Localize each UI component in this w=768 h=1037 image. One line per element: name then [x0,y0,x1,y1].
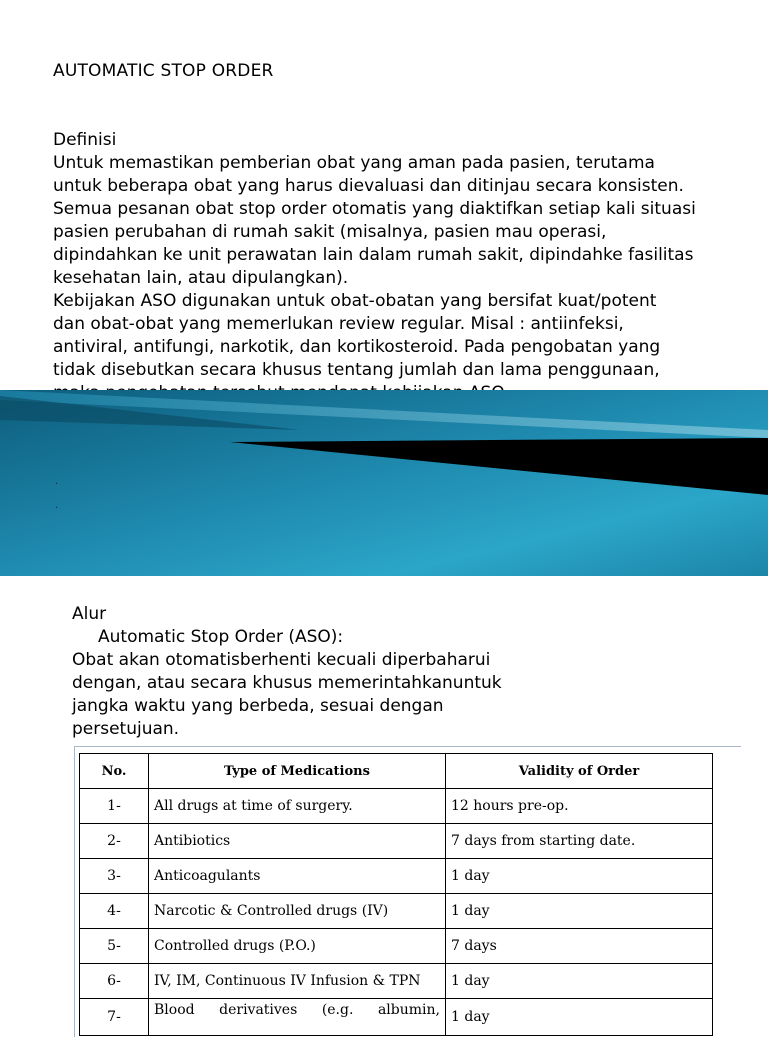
text-line: tidak disebutkan secara khusus tentang jumlah dan lama penggunaan, [53,360,660,380]
definition-heading: Definisi [53,130,117,150]
table-row [80,964,713,999]
word: Blood [154,1002,195,1018]
cell-validity: 1 day [446,894,713,929]
table-row [80,999,713,1036]
table-frame [74,746,741,1037]
cell-no: 2- [80,824,149,859]
aso-table [79,753,713,1036]
text-line: kesehatan lain, atau dipulangkan). [53,268,349,288]
cell-type: Antibiotics [149,824,446,859]
text-line: Obat akan otomatisberhenti kecuali diperbaharui [72,650,491,670]
text-line: Untuk memastikan pemberian obat yang aman pada pasien, terutama [53,153,655,173]
definition-text [53,129,763,405]
cell-validity: 1 day [446,999,713,1036]
table-header-row [80,754,713,789]
cell-validity: 1 day [446,859,713,894]
cell-no: 3- [80,859,149,894]
slide-title: AUTOMATIC STOP ORDER [53,61,274,81]
text-line: dipindahkan ke unit perawatan lain dalam rumah sakit, dipindahke fasilitas [53,245,694,265]
header-type: Type of Medications [149,754,446,789]
text-line: Kebijakan ASO digunakan untuk obat-obatan yang bersifat kuat/potent [53,291,657,311]
bullet-mark: . [55,476,59,487]
cell-type: Controlled drugs (P.O.) [149,929,446,964]
cell-validity: 7 days from starting date. [446,824,713,859]
text-line: pasien perubahan di rumah sakit (misalnya, pasien mau operasi, [53,222,607,242]
cell-type: Narcotic & Controlled drugs (IV) [149,894,446,929]
slide-definisi [0,0,768,420]
cell-type: Anticoagulants [149,859,446,894]
text-line: antiviral, antifungi, narkotik, dan kortikosteroid. Pada pengobatan yang [53,337,661,357]
alur-heading: Alur [72,604,107,624]
header-validity: Validity of Order [446,754,713,789]
alur-text [72,603,572,741]
cell-validity: 12 hours pre-op. [446,789,713,824]
cell-validity: 7 days [446,929,713,964]
table-row [80,929,713,964]
word: albumin, [377,1002,440,1018]
word: (e.g. [321,1002,354,1018]
header-no: No. [80,754,149,789]
slide-alur [0,576,768,1024]
text-line: dengan, atau secara khusus memerintahkanuntuk [72,673,502,693]
text-line: dan obat-obat yang memerlukan review regular. Misal : antiinfeksi, [53,314,624,334]
text-line: persetujuan. [72,719,180,739]
aso-subheading: Automatic Stop Order (ASO): [98,627,344,647]
word: derivatives [219,1002,298,1018]
cell-type: IV, IM, Continuous IV Infusion & TPN [149,964,446,999]
cell-no: 1- [80,789,149,824]
table-row [80,859,713,894]
cell-type [149,999,446,1036]
cell-type: All drugs at time of surgery. [149,789,446,824]
text-line: jangka waktu yang berbeda, sesuai dengan [72,696,444,716]
table-row [80,789,713,824]
cell-no: 5- [80,929,149,964]
text-line: Semua pesanan obat stop order otomatis yang diaktifkan setiap kali situasi [53,199,696,219]
text-line: untuk beberapa obat yang harus dievaluasi dan ditinjau secara konsisten. [53,176,684,196]
table-row [80,824,713,859]
table-row [80,894,713,929]
cell-no: 6- [80,964,149,999]
cell-type-words [154,1001,440,1019]
cell-validity: 1 day [446,964,713,999]
cell-no: 7- [80,999,149,1036]
cell-no: 4- [80,894,149,929]
bullet-mark: . [55,500,59,511]
decorative-band [0,390,768,576]
